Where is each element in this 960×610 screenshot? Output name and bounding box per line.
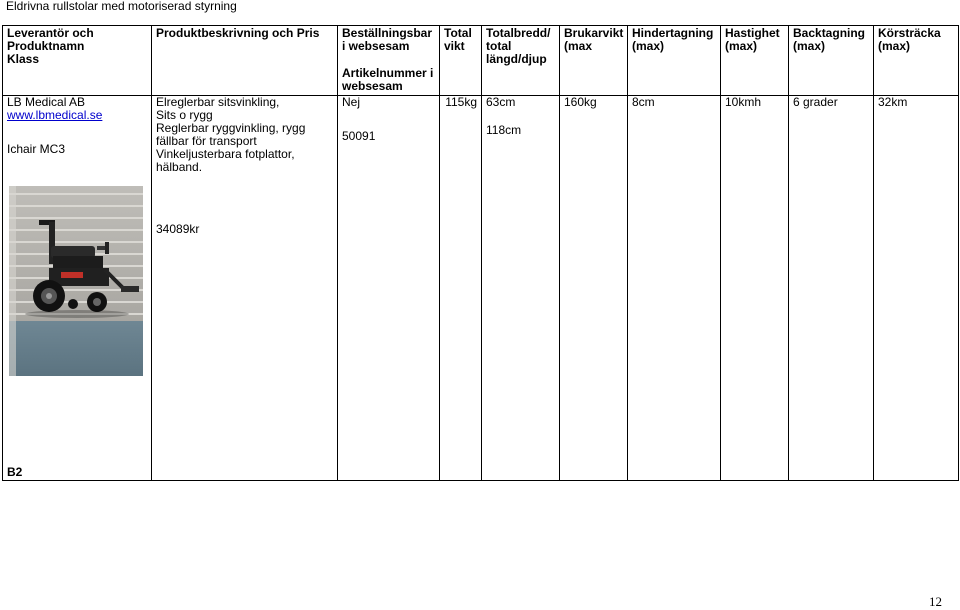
supplier-website-link[interactable]: www.lbmedical.se: [7, 108, 103, 122]
cell-user-weight: 160kg: [560, 96, 628, 481]
product-class: B2: [7, 465, 23, 479]
product-price: 34089kr: [156, 222, 200, 236]
header-dimensions: Totalbredd/ total längd/djup: [482, 26, 560, 96]
orderable-value: Nej: [342, 95, 361, 109]
cell-orderable: [338, 96, 440, 481]
header-speed: Hastighet (max): [721, 26, 789, 96]
header-backtilt: Backtagning (max): [789, 26, 874, 96]
article-number: 50091: [342, 129, 376, 143]
cell-speed: 10kmh: [721, 96, 789, 481]
cell-backtilt: 6 grader: [789, 96, 874, 481]
header-row: [3, 26, 959, 96]
table-row: [3, 96, 959, 481]
header-orderable: Beställningsbar i websesam Artikelnummer i websesam: [338, 26, 440, 96]
wheelchair-photo: [9, 186, 143, 376]
header-obstacle: Hindertagning (max): [628, 26, 721, 96]
document-title: Eldrivna rullstolar med motoriserad styrning: [6, 0, 237, 13]
cell-supplier: [3, 96, 152, 481]
wheelchair-image: [9, 186, 143, 376]
cell-dimensions: 63cm 118cm: [482, 96, 560, 481]
header-supplier: Leverantör och Produktnamn Klass: [3, 26, 152, 96]
header-range: Körsträcka (max): [874, 26, 959, 96]
cell-weight: 115kg: [440, 96, 482, 481]
product-table: [2, 25, 959, 481]
cell-obstacle: 8cm: [628, 96, 721, 481]
header-weight: Total vikt: [440, 26, 482, 96]
product-name: Ichair MC3: [7, 142, 66, 156]
cell-range: 32km: [874, 96, 959, 481]
cell-description: Elreglerbar sitsvinkling, Sits o rygg Reglerbar ryggvinkling, rygg fällbar för transport Vinkeljusterbara fotplattor, hälband. 34089kr: [152, 96, 338, 481]
header-user-weight: Brukarvikt (max: [560, 26, 628, 96]
header-description: Produktbeskrivning och Pris: [152, 26, 338, 96]
supplier-name: LB Medical AB: [7, 95, 86, 109]
page-number: 12: [929, 594, 942, 609]
